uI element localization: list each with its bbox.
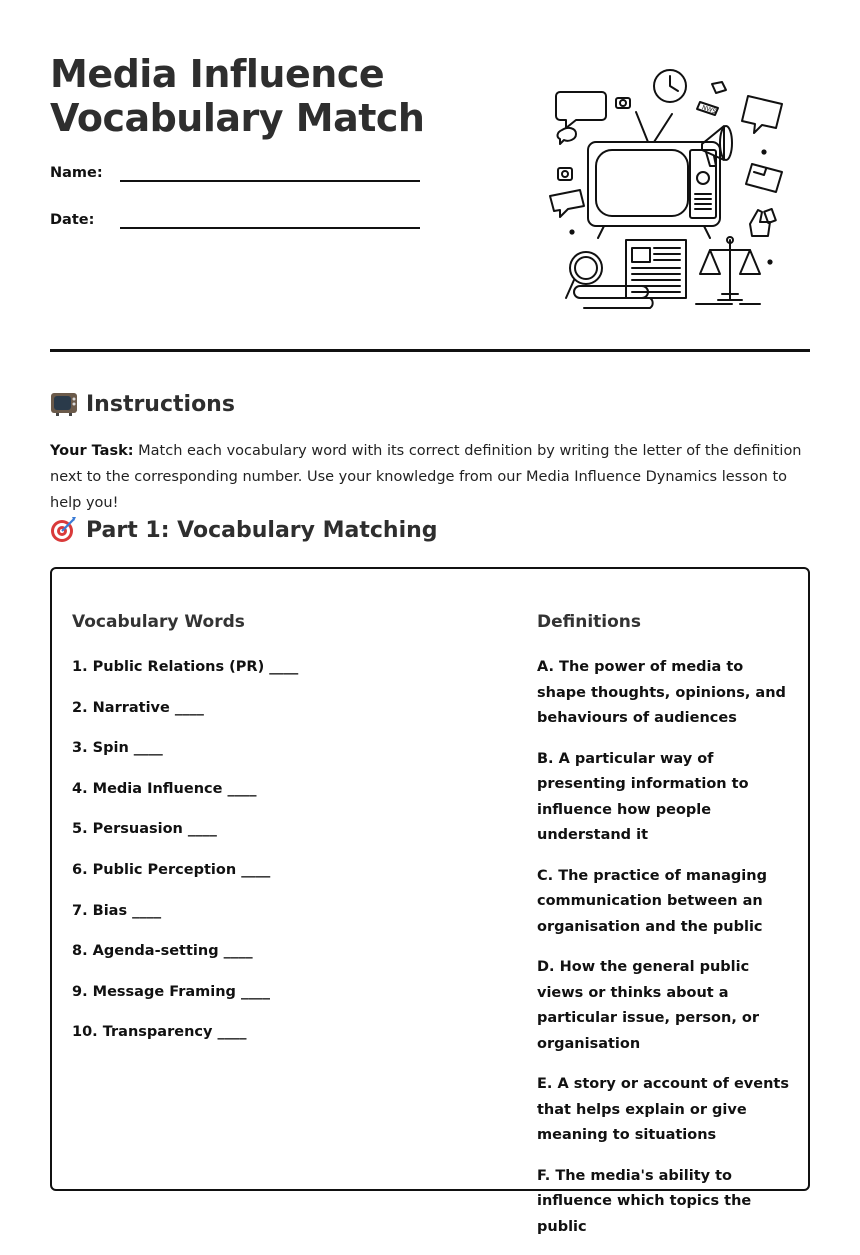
instructions-heading [50, 389, 235, 419]
title-line-1: Media Influence [50, 52, 385, 96]
task-label: Your Task: [50, 443, 134, 459]
vocab-item: 8. Agenda-setting ____ [72, 943, 253, 960]
vocab-item: 4. Media Influence ____ [72, 780, 257, 797]
vocab-heading: Vocabulary Words [72, 612, 245, 632]
definition-item: B. A particular way of presenting information to influence how people understand it [537, 750, 749, 843]
instructions-heading-text: Instructions [86, 392, 235, 417]
vocab-item: 2. Narrative ____ [72, 699, 204, 716]
definitions-list [537, 655, 792, 1255]
definitions-heading: Definitions [537, 612, 642, 632]
definition-item: A. The power of media to shape thoughts, opinions, and behaviours of audiences [537, 659, 786, 726]
vocab-list [72, 655, 298, 1061]
title-line-2: Vocabulary Match [50, 96, 425, 140]
definition-item: F. The media's ability to influence which topics the public [537, 1167, 752, 1235]
name-line[interactable] [120, 180, 420, 182]
vocab-item: 6. Public Perception ____ [72, 861, 271, 878]
vocab-item: 5. Persuasion ____ [72, 821, 217, 838]
date-line[interactable] [120, 227, 420, 229]
definition-item: D. How the general public views or thinks about a particular issue, person, or organisation [537, 959, 759, 1052]
definition-item: C. The practice of managing communication between an organisation and the public [537, 867, 767, 935]
vocab-item: 10. Transparency ____ [72, 1024, 247, 1041]
definition-item: E. A story or account of events that helps explain or give meaning to situations [537, 1076, 789, 1143]
vocab-item: 7. Bias ____ [72, 902, 162, 919]
television-icon [50, 389, 78, 417]
target-icon [50, 515, 78, 543]
task-paragraph [50, 438, 815, 516]
media-collage-illustration [540, 64, 790, 310]
page-title [50, 52, 424, 140]
name-label: Name: [50, 165, 103, 181]
header-divider [50, 349, 810, 352]
task-text: Match each vocabulary word with its correct definition by writing the letter of the definition next to the corresponding number. Use your knowledge from our Media Influence Dynamics lesson to help you! [50, 443, 802, 511]
vocab-item: 1. Public Relations (PR) ____ [72, 659, 299, 675]
part1-heading [50, 515, 438, 545]
svg-text:NWS: NWS [701, 104, 717, 116]
part1-heading-text: Part 1: Vocabulary Matching [86, 518, 438, 543]
vocab-item: 3. Spin ____ [72, 740, 163, 757]
vocab-item: 9. Message Framing ____ [72, 983, 270, 1000]
date-label: Date: [50, 212, 95, 228]
